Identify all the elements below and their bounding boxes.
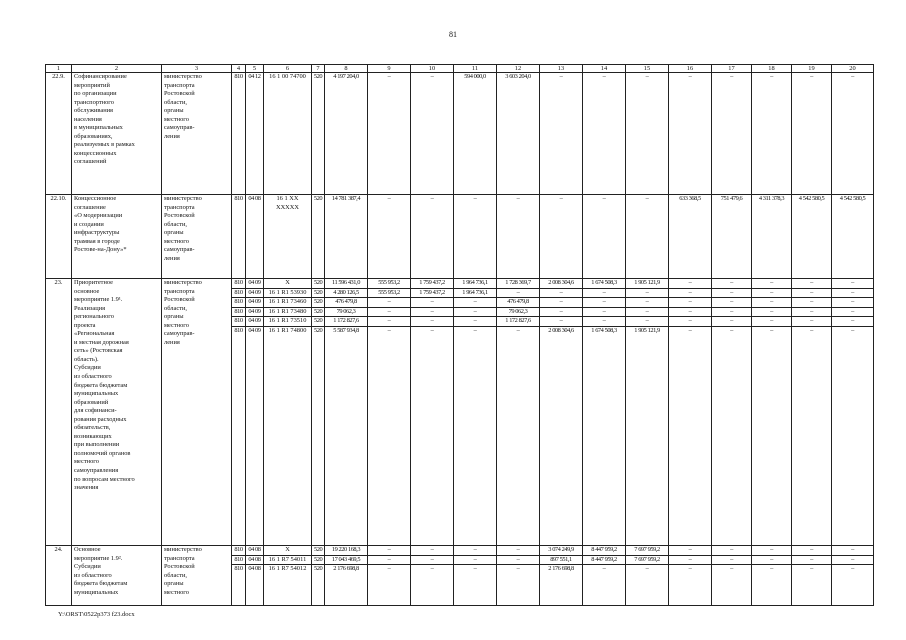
amount-cell bbox=[832, 546, 874, 606]
measure-name: Приоритетное основное мероприятие 1.9¹. Реализация регионального проекта «Региональная и местная дорожная сеть» (Ростовская область). Субсидии из областного бюджета бюджетам муниципальных образований для софинанси- рования расходных обязательств, возникающих при выполнении полномочий органов местного самоуправления по вопросам местного значения bbox=[72, 279, 162, 546]
cell-value: – bbox=[770, 73, 773, 80]
cell-value: 1 674 508,3 bbox=[583, 326, 625, 336]
budget-code-cell bbox=[246, 279, 264, 546]
cell-value: 520 bbox=[314, 326, 323, 334]
table-row bbox=[46, 546, 874, 606]
cell-value: – bbox=[688, 279, 692, 286]
cell-value: – bbox=[792, 288, 831, 298]
cell-value: – bbox=[583, 307, 625, 317]
amount-cell bbox=[540, 73, 583, 195]
budget-code-cell bbox=[246, 195, 264, 279]
cell-value: – bbox=[752, 307, 791, 317]
amount-cell bbox=[712, 195, 752, 279]
budget-code-cell bbox=[312, 73, 325, 195]
cell-value: – bbox=[368, 326, 410, 336]
cell-value: 11 596 431,0 bbox=[332, 279, 360, 286]
cell-value: 810 bbox=[232, 288, 245, 298]
cell-value: 2 176 698,8 bbox=[325, 564, 367, 574]
cell-value: – bbox=[832, 297, 873, 307]
cell-value: – bbox=[752, 297, 791, 307]
cell-value: – bbox=[792, 307, 831, 317]
cell-value: 04 09 bbox=[246, 288, 263, 298]
cell-value: 751 479,6 bbox=[720, 195, 743, 202]
cell-value: 810 bbox=[232, 297, 245, 307]
cell-value: – bbox=[583, 564, 625, 574]
cell-value: – bbox=[626, 297, 668, 307]
cell-value: 04 09 bbox=[248, 279, 261, 286]
cell-value: – bbox=[540, 297, 582, 307]
table-row bbox=[46, 195, 874, 279]
cell-value: – bbox=[454, 297, 496, 307]
cell-value: 520 bbox=[314, 555, 323, 563]
amount-cell bbox=[368, 73, 411, 195]
cell-value: 17 043 469,5 bbox=[325, 555, 367, 565]
cell-value: – bbox=[540, 288, 582, 298]
cell-value: 810 bbox=[232, 316, 245, 326]
amount-cell bbox=[832, 195, 874, 279]
cell-value: 633 368,5 bbox=[679, 195, 701, 202]
cell-value: – bbox=[712, 307, 751, 317]
amount-cell bbox=[540, 195, 583, 279]
amount-cell bbox=[411, 195, 454, 279]
row-number: 22.9. bbox=[46, 73, 72, 195]
cell-value: 810 bbox=[234, 195, 243, 202]
column-number-row bbox=[46, 65, 874, 73]
cell-value: 5 587 934,8 bbox=[325, 326, 367, 336]
cell-value: 16 1 00 74700 bbox=[269, 73, 306, 80]
measure-name: Концессионное соглашение «О модернизации и создании инфраструктуры трамвая в городе Ростове-на-Дону»* bbox=[72, 195, 162, 279]
cell-value: – bbox=[770, 279, 773, 286]
cell-value: 16 1 XX XXXXX bbox=[275, 195, 300, 211]
cell-value: 4 280 126,5 bbox=[325, 288, 367, 298]
cell-value: – bbox=[712, 297, 751, 307]
cell-value: – bbox=[645, 195, 649, 202]
cell-value: 8 447 959,2 bbox=[591, 546, 617, 553]
amount-cell bbox=[454, 279, 497, 546]
column-number: 10 bbox=[411, 65, 454, 73]
cell-value: – bbox=[810, 546, 813, 553]
cell-value: – bbox=[497, 564, 539, 574]
budget-code-cell bbox=[264, 195, 312, 279]
cell-value: – bbox=[454, 316, 496, 326]
cell-value: 1 172 827,6 bbox=[497, 316, 539, 326]
budget-code-cell bbox=[246, 73, 264, 195]
cell-value: 16 1 R1 74800 bbox=[264, 326, 311, 336]
cell-value: 520 bbox=[314, 565, 323, 573]
budget-code-cell bbox=[232, 546, 246, 606]
cell-value: – bbox=[626, 307, 668, 317]
cell-value: 810 bbox=[234, 73, 243, 80]
cell-value: 79 062,3 bbox=[325, 307, 367, 317]
budget-code-cell bbox=[232, 195, 246, 279]
amount-cell bbox=[325, 195, 368, 279]
amount-cell bbox=[454, 195, 497, 279]
column-number: 8 bbox=[325, 65, 368, 73]
executor: министерство транспорта Ростовской области, органы местного bbox=[162, 546, 232, 606]
cell-value: – bbox=[810, 279, 813, 286]
cell-value: 16 1 R1 73510 bbox=[264, 316, 311, 326]
cell-value: – bbox=[368, 555, 410, 565]
cell-value: – bbox=[752, 288, 791, 298]
cell-value: – bbox=[851, 279, 854, 286]
amount-cell bbox=[497, 279, 540, 546]
cell-value: 810 bbox=[232, 564, 245, 574]
cell-value: – bbox=[712, 288, 751, 298]
cell-value: – bbox=[730, 73, 733, 80]
amount-cell bbox=[411, 73, 454, 195]
row-number: 22.10. bbox=[46, 195, 72, 279]
cell-value: 16 1 R7 54011 bbox=[264, 555, 311, 565]
cell-value: – bbox=[832, 316, 873, 326]
cell-value: 3 074 249,9 bbox=[548, 546, 574, 553]
row-number: 23. bbox=[46, 279, 72, 546]
cell-value: 810 bbox=[232, 307, 245, 317]
amount-cell bbox=[752, 73, 792, 195]
cell-value: – bbox=[792, 326, 831, 336]
amount-cell bbox=[540, 279, 583, 546]
cell-value: – bbox=[368, 564, 410, 574]
cell-value: – bbox=[832, 564, 873, 574]
cell-value: Х bbox=[285, 279, 290, 286]
cell-value: 7 697 959,2 bbox=[626, 555, 668, 565]
cell-value: – bbox=[688, 73, 692, 80]
cell-value: – bbox=[411, 564, 453, 574]
cell-value: – bbox=[752, 555, 791, 565]
amount-cell bbox=[454, 546, 497, 606]
cell-value: – bbox=[387, 195, 391, 202]
column-number: 6 bbox=[264, 65, 312, 73]
cell-value: 810 bbox=[232, 555, 245, 565]
amount-cell bbox=[454, 73, 497, 195]
table-row bbox=[46, 73, 874, 195]
cell-value: – bbox=[832, 307, 873, 317]
amount-cell bbox=[411, 546, 454, 606]
amount-cell bbox=[497, 546, 540, 606]
column-number: 17 bbox=[712, 65, 752, 73]
cell-value: – bbox=[368, 297, 410, 307]
amount-cell bbox=[325, 73, 368, 195]
cell-value: – bbox=[792, 564, 831, 574]
amount-cell bbox=[626, 195, 669, 279]
cell-value: – bbox=[473, 546, 477, 553]
cell-value: 810 bbox=[232, 326, 245, 336]
amount-cell bbox=[368, 195, 411, 279]
cell-value: – bbox=[810, 73, 813, 80]
cell-value: – bbox=[626, 564, 668, 574]
column-number: 16 bbox=[669, 65, 712, 73]
cell-value: – bbox=[454, 307, 496, 317]
amount-cell bbox=[669, 73, 712, 195]
amount-cell bbox=[626, 546, 669, 606]
cell-value: – bbox=[626, 288, 668, 298]
amount-cell bbox=[325, 279, 368, 546]
amount-cell bbox=[792, 546, 832, 606]
cell-value: – bbox=[454, 564, 496, 574]
amount-cell bbox=[712, 279, 752, 546]
cell-value: 04 08 bbox=[248, 195, 261, 202]
cell-value: 520 bbox=[314, 546, 323, 553]
executor: министерство транспорта Ростовской области, органы местного самоуправ- ления bbox=[162, 73, 232, 195]
amount-cell bbox=[583, 546, 626, 606]
cell-value: 04 08 bbox=[246, 555, 263, 565]
cell-value: – bbox=[411, 316, 453, 326]
cell-value: – bbox=[411, 297, 453, 307]
cell-value: – bbox=[559, 195, 563, 202]
amount-cell bbox=[832, 279, 874, 546]
cell-value: 1 172 827,6 bbox=[325, 316, 367, 326]
budget-code-cell bbox=[232, 279, 246, 546]
amount-cell bbox=[752, 195, 792, 279]
amount-cell bbox=[752, 279, 792, 546]
column-number: 3 bbox=[162, 65, 232, 73]
column-number: 1 bbox=[46, 65, 72, 73]
cell-value: – bbox=[669, 297, 711, 307]
budget-code-cell bbox=[264, 279, 312, 546]
measure-name: Софинансирование мероприятий по организации транспортного обслуживания населения в муниципальных образованиях, реализуемых в рамках концессионных соглашений bbox=[72, 73, 162, 195]
cell-value: – bbox=[792, 555, 831, 565]
cell-value: – bbox=[602, 73, 606, 80]
amount-cell bbox=[712, 546, 752, 606]
page-number: 81 bbox=[449, 30, 457, 39]
budget-code-cell bbox=[246, 546, 264, 606]
budget-code-cell bbox=[264, 546, 312, 606]
cell-value: – bbox=[430, 195, 434, 202]
cell-value: – bbox=[669, 326, 711, 336]
cell-value: – bbox=[430, 546, 434, 553]
cell-value: – bbox=[583, 316, 625, 326]
cell-value: 520 bbox=[314, 288, 323, 296]
cell-value: – bbox=[473, 195, 477, 202]
cell-value: 8 447 959,2 bbox=[583, 555, 625, 565]
cell-value: – bbox=[559, 73, 563, 80]
cell-value: – bbox=[626, 316, 668, 326]
cell-value: – bbox=[730, 279, 733, 286]
amount-cell bbox=[626, 73, 669, 195]
cell-value: – bbox=[387, 73, 391, 80]
cell-value: – bbox=[669, 564, 711, 574]
amount-cell bbox=[712, 73, 752, 195]
budget-code-cell bbox=[264, 73, 312, 195]
amount-cell bbox=[497, 195, 540, 279]
cell-value: – bbox=[602, 195, 606, 202]
measure-name: Основное мероприятие 1.9². Субсидии из областного бюджета бюджетам муниципальных bbox=[72, 546, 162, 606]
amount-cell bbox=[583, 279, 626, 546]
column-number: 2 bbox=[72, 65, 162, 73]
cell-value: – bbox=[411, 555, 453, 565]
amount-cell bbox=[583, 195, 626, 279]
cell-value: 2 176 698,8 bbox=[540, 564, 582, 574]
cell-value: 520 bbox=[314, 317, 323, 325]
cell-value: – bbox=[411, 307, 453, 317]
amount-cell bbox=[792, 73, 832, 195]
cell-value: 04 12 bbox=[248, 73, 261, 80]
cell-value: – bbox=[497, 288, 539, 298]
cell-value: – bbox=[430, 73, 434, 80]
cell-value: – bbox=[368, 316, 410, 326]
amount-cell bbox=[583, 73, 626, 195]
cell-value: Х bbox=[285, 546, 290, 553]
amount-cell bbox=[497, 73, 540, 195]
cell-value: – bbox=[792, 316, 831, 326]
cell-value: 16 1 R1 73460 bbox=[264, 297, 311, 307]
cell-value: 04 08 bbox=[248, 546, 261, 553]
cell-value: – bbox=[540, 316, 582, 326]
executor: министерство транспорта Ростовской области, органы местного самоуправ- ления bbox=[162, 279, 232, 546]
cell-value: 810 bbox=[234, 279, 243, 286]
column-number: 20 bbox=[832, 65, 874, 73]
cell-value: – bbox=[669, 316, 711, 326]
cell-value: – bbox=[712, 316, 751, 326]
cell-value: 04 08 bbox=[246, 564, 263, 574]
cell-value: – bbox=[387, 546, 391, 553]
cell-value: 1 674 508,3 bbox=[591, 279, 617, 286]
cell-value: 4 542 580,5 bbox=[798, 195, 825, 202]
cell-value: 1 728 369,7 bbox=[505, 279, 531, 286]
cell-value: – bbox=[669, 555, 711, 565]
table-row bbox=[46, 279, 874, 546]
amount-cell bbox=[669, 546, 712, 606]
row-number: 24. bbox=[46, 546, 72, 606]
budget-code-cell bbox=[312, 279, 325, 546]
cell-value: – bbox=[688, 546, 692, 553]
cell-value: – bbox=[454, 326, 496, 336]
column-number: 18 bbox=[752, 65, 792, 73]
cell-value: 1 905 121,9 bbox=[634, 279, 660, 286]
cell-value: – bbox=[454, 555, 496, 565]
cell-value: 4 197 204,0 bbox=[333, 73, 359, 80]
amount-cell bbox=[368, 279, 411, 546]
cell-value: – bbox=[368, 307, 410, 317]
amount-cell bbox=[669, 195, 712, 279]
cell-value: 19 220 168,3 bbox=[331, 546, 361, 553]
cell-value: 594 000,0 bbox=[464, 73, 486, 80]
cell-value: 476 479,8 bbox=[497, 297, 539, 307]
cell-value: 14 781 387,4 bbox=[331, 195, 361, 202]
cell-value: 79 062,3 bbox=[497, 307, 539, 317]
column-number: 14 bbox=[583, 65, 626, 73]
column-number: 19 bbox=[792, 65, 832, 73]
cell-value: 1 964 736,1 bbox=[454, 288, 496, 298]
amount-cell bbox=[540, 546, 583, 606]
cell-value: – bbox=[752, 326, 791, 336]
cell-value: – bbox=[851, 73, 854, 80]
cell-value: 16 1 R7 54012 bbox=[264, 564, 311, 574]
amount-cell bbox=[832, 73, 874, 195]
amount-cell bbox=[792, 279, 832, 546]
budget-table bbox=[45, 64, 874, 606]
budget-code-cell bbox=[312, 195, 325, 279]
cell-value: – bbox=[669, 307, 711, 317]
cell-value: 520 bbox=[314, 307, 323, 315]
cell-value: 1 759 437,2 bbox=[411, 288, 453, 298]
footer-filepath: Y:\ORST\0522p373 f23.docx bbox=[58, 611, 135, 618]
amount-cell bbox=[626, 279, 669, 546]
cell-value: 16 1 R1 73480 bbox=[264, 307, 311, 317]
cell-value: – bbox=[645, 73, 649, 80]
cell-value: 520 bbox=[314, 279, 323, 286]
cell-value: – bbox=[832, 288, 873, 298]
cell-value: 04 09 bbox=[246, 307, 263, 317]
cell-value: 555 953,2 bbox=[368, 288, 410, 298]
cell-value: 1 964 736,1 bbox=[462, 279, 488, 286]
cell-value: – bbox=[497, 555, 539, 565]
amount-cell bbox=[669, 279, 712, 546]
budget-code-cell bbox=[232, 73, 246, 195]
cell-value: 3 603 204,0 bbox=[505, 73, 531, 80]
cell-value: – bbox=[712, 555, 751, 565]
cell-value: 2 008 304,6 bbox=[540, 326, 582, 336]
executor: министерство транспорта Ростовской области, органы местного самоуправ- ления bbox=[162, 195, 232, 279]
cell-value: – bbox=[730, 546, 733, 553]
column-number: 7 bbox=[312, 65, 325, 73]
cell-value: – bbox=[583, 288, 625, 298]
cell-value: – bbox=[770, 546, 773, 553]
cell-value: – bbox=[516, 195, 520, 202]
amount-cell bbox=[368, 546, 411, 606]
column-number: 12 bbox=[497, 65, 540, 73]
amount-cell bbox=[792, 195, 832, 279]
column-number: 11 bbox=[454, 65, 497, 73]
cell-value: 1 759 437,2 bbox=[419, 279, 445, 286]
cell-value: – bbox=[832, 326, 873, 336]
cell-value: 1 905 121,9 bbox=[626, 326, 668, 336]
cell-value: 897 551,1 bbox=[540, 555, 582, 565]
cell-value: 04 09 bbox=[246, 316, 263, 326]
cell-value: 520 bbox=[313, 195, 323, 202]
cell-value: – bbox=[851, 546, 854, 553]
cell-value: 810 bbox=[234, 546, 243, 553]
column-number: 13 bbox=[540, 65, 583, 73]
column-number: 4 bbox=[232, 65, 246, 73]
amount-cell bbox=[411, 279, 454, 546]
column-number: 9 bbox=[368, 65, 411, 73]
cell-value: 4 542 580,5 bbox=[839, 195, 866, 202]
cell-value: 7 697 959,2 bbox=[634, 546, 660, 553]
cell-value: – bbox=[792, 297, 831, 307]
cell-value: – bbox=[583, 297, 625, 307]
cell-value: – bbox=[516, 546, 520, 553]
cell-value: 4 311 378,3 bbox=[758, 195, 785, 202]
cell-value: 520 bbox=[314, 298, 323, 306]
cell-value: 476 479,8 bbox=[325, 297, 367, 307]
cell-value: – bbox=[669, 288, 711, 298]
amount-cell bbox=[325, 546, 368, 606]
cell-value: – bbox=[832, 555, 873, 565]
cell-value: 555 953,2 bbox=[378, 279, 400, 286]
cell-value: – bbox=[712, 564, 751, 574]
cell-value: 16 1 R1 53930 bbox=[264, 288, 311, 298]
column-number: 15 bbox=[626, 65, 669, 73]
cell-value: 2 008 304,6 bbox=[548, 279, 574, 286]
amount-cell bbox=[752, 546, 792, 606]
cell-value: 04 09 bbox=[246, 297, 263, 307]
cell-value: – bbox=[752, 564, 791, 574]
cell-value: – bbox=[411, 326, 453, 336]
budget-code-cell bbox=[312, 546, 325, 606]
cell-value: – bbox=[497, 326, 539, 336]
cell-value: – bbox=[712, 326, 751, 336]
cell-value: 04 09 bbox=[246, 326, 263, 336]
column-number: 5 bbox=[246, 65, 264, 73]
cell-value: – bbox=[752, 316, 791, 326]
cell-value: 520 bbox=[313, 73, 323, 80]
cell-value: – bbox=[540, 307, 582, 317]
